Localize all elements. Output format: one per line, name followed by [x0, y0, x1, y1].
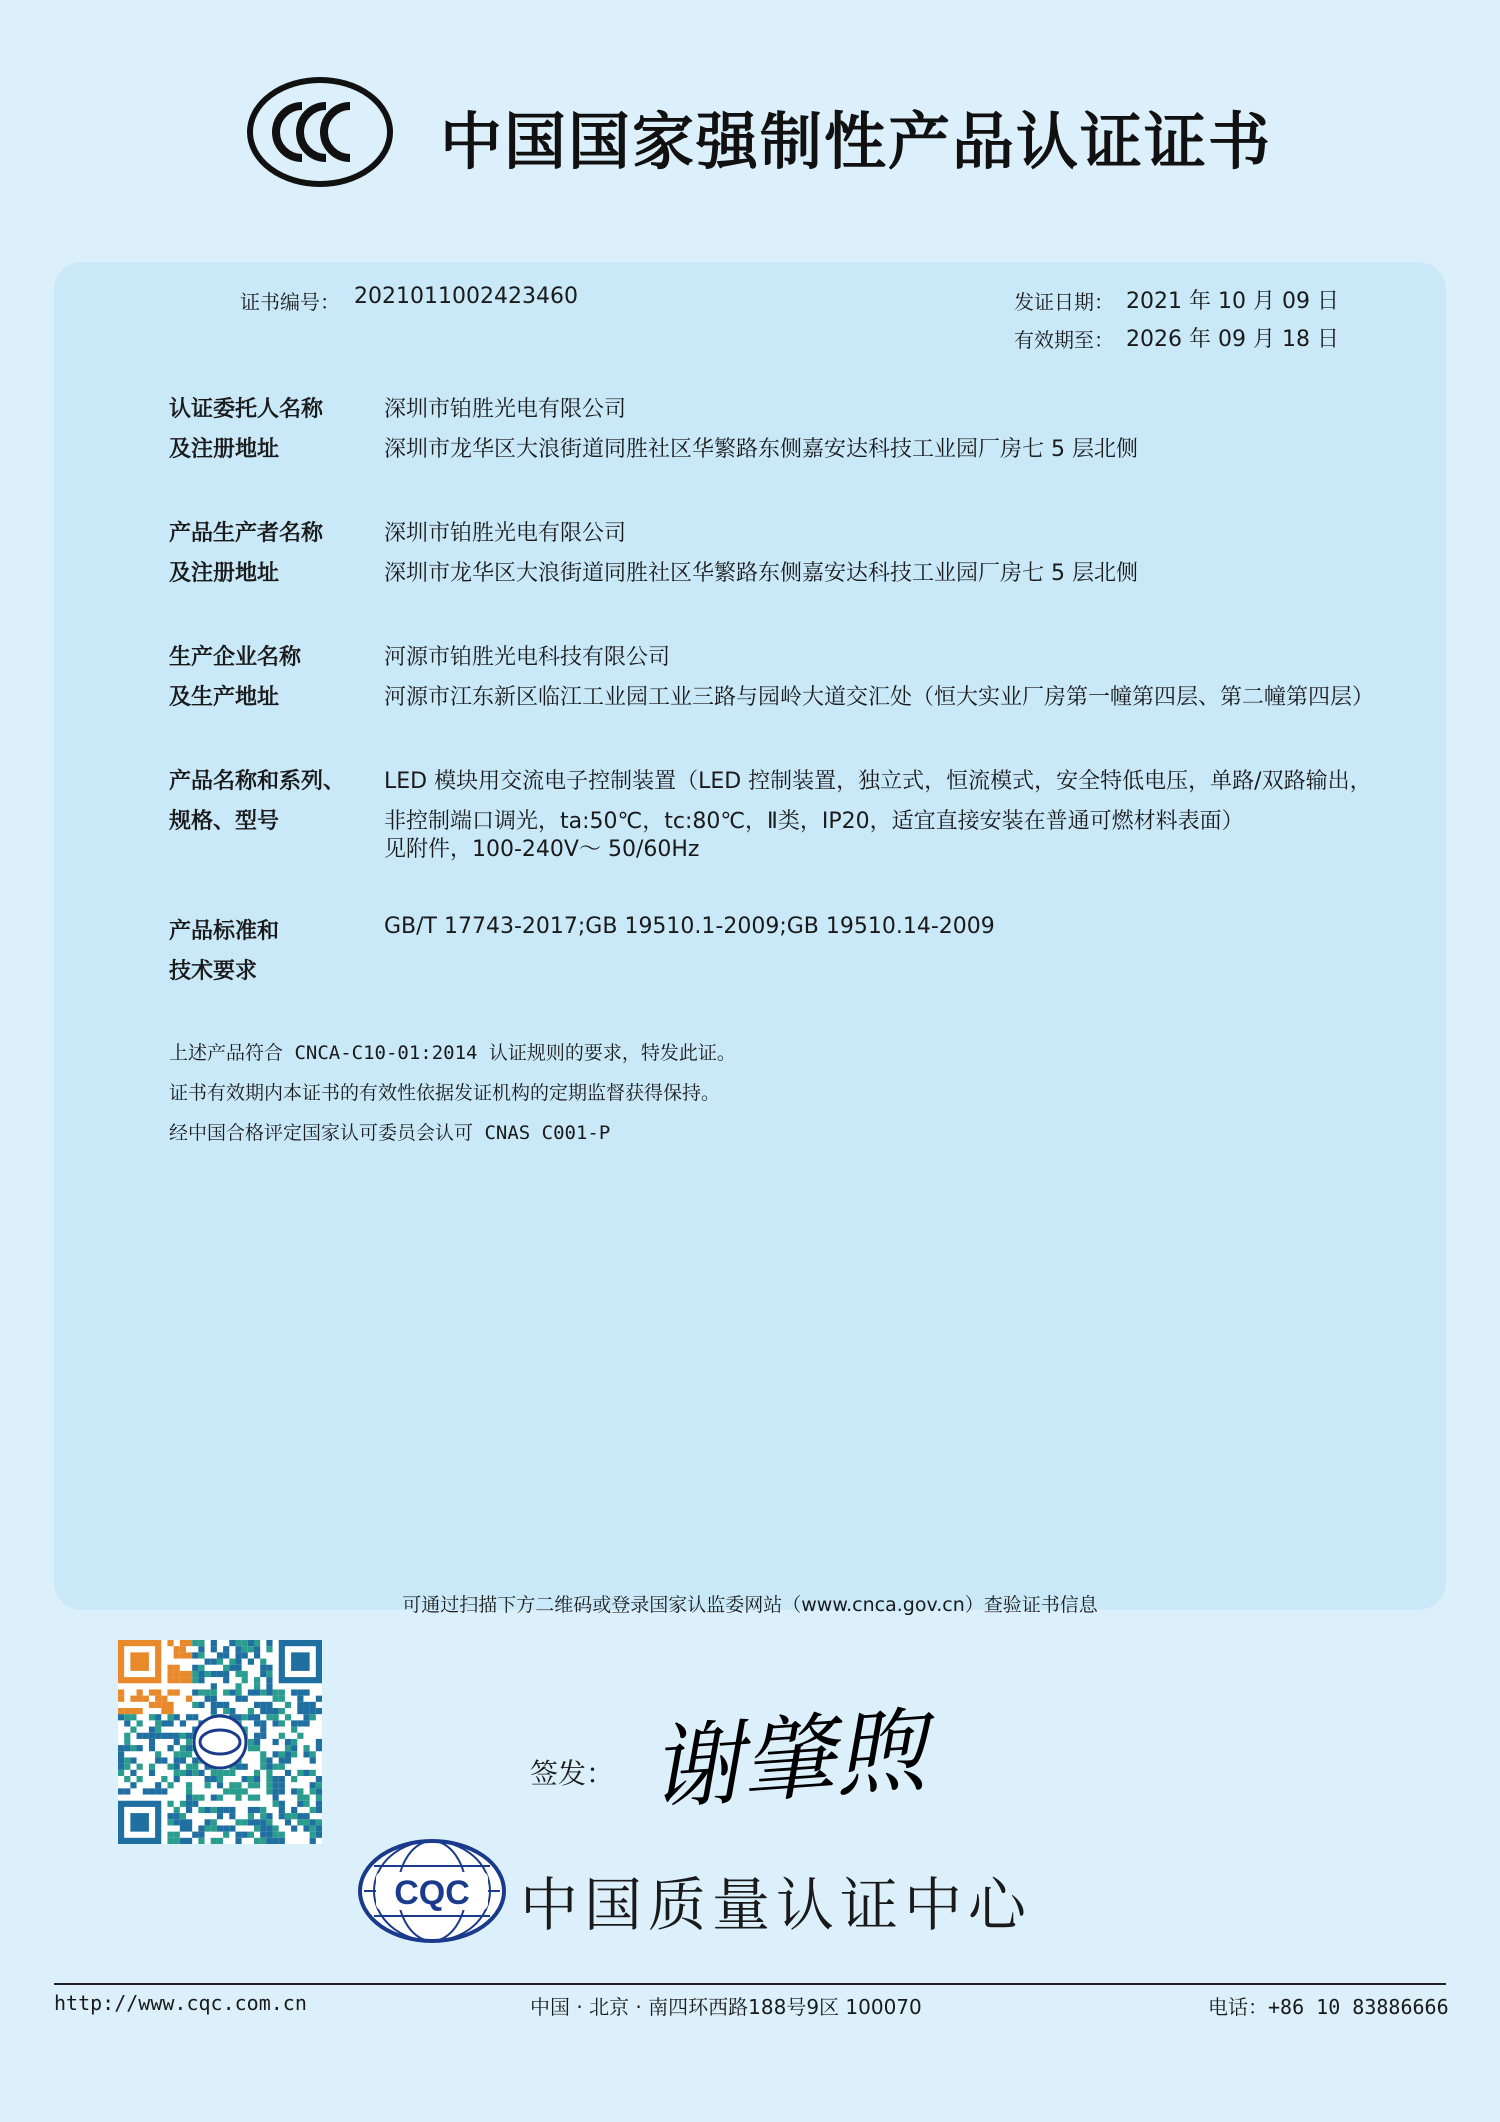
product-description-line2: 非控制端口调光，ta:50℃，tc:80℃，Ⅱ类，IP20，适宜直接安装在普通可燃材料表面）	[384, 809, 1244, 834]
cqc-logo-text: CQC	[394, 1874, 470, 1912]
footer-divider	[54, 1983, 1446, 1985]
qr-code-icon[interactable]	[118, 1640, 322, 1844]
factory-name: 河源市铂胜光电科技有限公司	[384, 645, 671, 670]
footer-website-link[interactable]: http://www.cqc.com.cn	[54, 1991, 307, 2015]
signature-name: 谢肇煦	[646, 1696, 930, 1823]
applicant-label-line2: 及注册地址	[169, 437, 280, 462]
certificate-title: 中国国家强制性产品认证证书	[440, 105, 1273, 178]
valid-until-label: 有效期至：	[1014, 328, 1114, 352]
manufacturer-label-line2: 及注册地址	[169, 561, 280, 586]
verification-note: 可通过扫描下方二维码或登录国家认监委网站（www.cnca.gov.cn）查验证书信息	[402, 1594, 1098, 1616]
factory-label-line2: 及生产地址	[169, 685, 280, 710]
organization-name: 中国质量认证中心	[520, 1871, 1033, 1939]
statement-line: 上述产品符合 CNCA-C10-01:2014 认证规则的要求，特发此证。	[169, 1042, 736, 1064]
standards-label-line1: 产品标准和	[169, 919, 280, 944]
ccc-logo-icon	[246, 76, 394, 188]
applicant-name: 深圳市铂胜光电有限公司	[384, 397, 627, 422]
factory-label-line1: 生产企业名称	[169, 645, 302, 670]
manufacturer-name: 深圳市铂胜光电有限公司	[384, 521, 627, 546]
standards-value: GB/T 17743-2017;GB 19510.1-2009;GB 19510.14-2009	[384, 914, 995, 939]
applicant-label-line1: 认证委托人名称	[169, 397, 324, 422]
statement-line: 证书有效期内本证书的有效性依据发证机构的定期监督获得保持。	[169, 1082, 721, 1104]
issue-date: 2021 年 10 月 09 日	[1126, 289, 1339, 314]
product-label-line2: 规格、型号	[169, 809, 280, 834]
footer-address: 中国 · 北京 · 南四环西路188号9区 100070	[530, 1995, 922, 2019]
product-label-line1: 产品名称和系列、	[169, 769, 346, 794]
signature-label: 签发：	[530, 1757, 615, 1790]
footer-phone: 电话：+86 10 83886666	[1208, 1995, 1449, 2019]
certificate-number: 2021011002423460	[354, 284, 578, 309]
signature-image	[646, 1690, 940, 1830]
product-description-line3: 见附件，100-240V～ 50/60Hz	[384, 837, 700, 862]
factory-address: 河源市江东新区临江工业园工业三路与园岭大道交汇处（恒大实业厂房第一幢第四层、第二幢第四层）	[384, 685, 1375, 710]
cqc-globe-logo-icon	[356, 1836, 508, 1946]
manufacturer-label-line1: 产品生产者名称	[169, 521, 324, 546]
issue-date-label: 发证日期：	[1014, 290, 1114, 314]
standards-label-line2: 技术要求	[169, 959, 258, 984]
product-description-line1: LED 模块用交流电子控制装置（LED 控制装置，独立式，恒流模式，安全特低电压，单路/双路输出，	[384, 769, 1372, 794]
valid-until-date: 2026 年 09 月 18 日	[1126, 327, 1339, 352]
manufacturer-address: 深圳市龙华区大浪街道同胜社区华繁路东侧嘉安达科技工业园厂房七 5 层北侧	[384, 561, 1138, 586]
certificate-number-label: 证书编号：	[240, 290, 340, 314]
applicant-address: 深圳市龙华区大浪街道同胜社区华繁路东侧嘉安达科技工业园厂房七 5 层北侧	[384, 437, 1138, 462]
statement-line: 经中国合格评定国家认可委员会认可 CNAS C001-P	[169, 1122, 611, 1144]
